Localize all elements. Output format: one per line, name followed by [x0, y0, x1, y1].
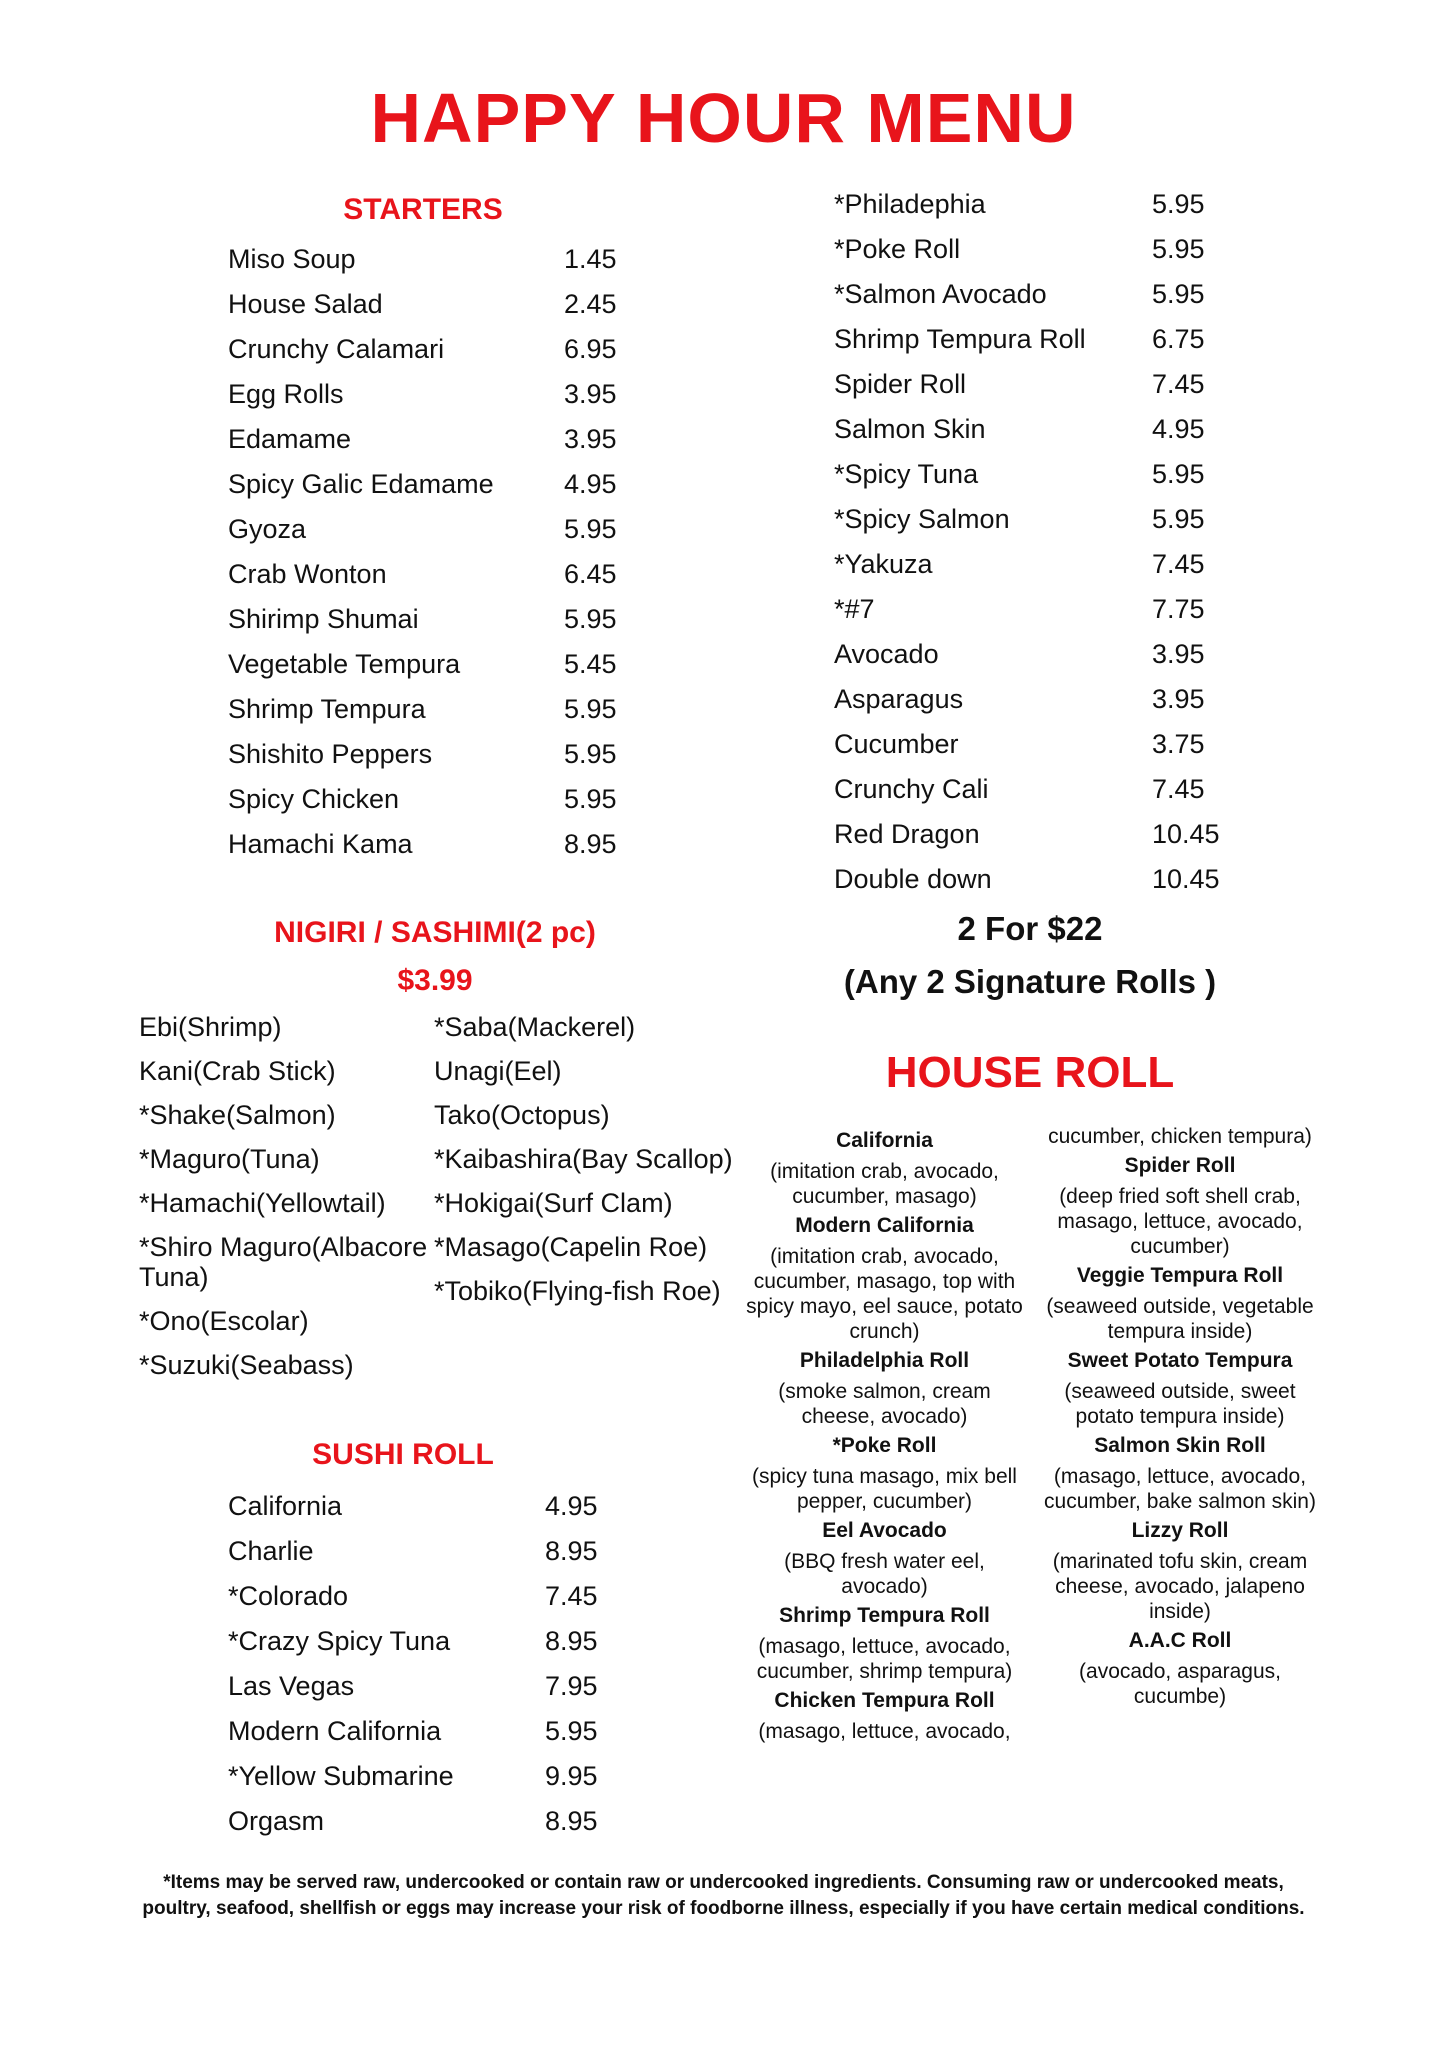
menu-item-name: *Crazy Spicy Tuna [228, 1626, 451, 1656]
menu-item-price: 7.95 [545, 1671, 598, 1701]
menu-item-price: 8.95 [545, 1626, 598, 1656]
menu-item [228, 1709, 598, 1754]
menu-item-price: 5.95 [564, 604, 617, 634]
menu-item-price: 7.75 [1152, 594, 1205, 624]
menu-item-name: California [228, 1491, 343, 1521]
menu-item-name: Crunchy Cali [834, 774, 989, 804]
nigiri-item: *Hamachi(Yellowtail) [139, 1188, 386, 1218]
menu-item-price: 6.95 [564, 334, 617, 364]
house-roll-column-right [1035, 1124, 1325, 1709]
menu-item-price: 3.95 [1152, 684, 1205, 714]
menu-item-price: 7.45 [545, 1581, 598, 1611]
house-roll-name: Philadelphia Roll [799, 1349, 970, 1372]
menu-item-price: 10.45 [1152, 864, 1220, 894]
menu-item-price: 9.95 [545, 1761, 598, 1791]
menu-item [228, 282, 617, 327]
menu-item-price: 7.45 [1152, 774, 1205, 804]
house-roll-name: Lizzy Roll [1131, 1519, 1229, 1542]
menu-item [834, 272, 1220, 317]
menu-item [228, 822, 617, 867]
house-roll-name: Sweet Potato Tempura [1067, 1349, 1293, 1372]
menu-item-name: Egg Rolls [228, 379, 344, 409]
menu-item [834, 857, 1220, 902]
house-roll-name: Salmon Skin Roll [1094, 1434, 1266, 1457]
menu-item-price: 4.95 [1152, 414, 1205, 444]
menu-item-price: 4.95 [564, 469, 617, 499]
nigiri-item: Unagi(Eel) [434, 1056, 562, 1086]
menu-item [228, 552, 617, 597]
house-roll-description: (imitation crab, avocado, cucumber, masago) [770, 1160, 999, 1208]
nigiri-item: *Shiro Maguro(Albacore Tuna) [139, 1232, 428, 1292]
nigiri-item: *Masago(Capelin Roe) [434, 1232, 708, 1262]
menu-item [834, 227, 1220, 272]
menu-item-price: 6.45 [564, 559, 617, 589]
menu-item [834, 542, 1220, 587]
house-roll-description: (avocado, asparagus, cucumbe) [1079, 1660, 1281, 1708]
menu-item-price: 5.95 [545, 1716, 598, 1746]
menu-item-name: *Poke Roll [834, 234, 961, 264]
menu-item-name: Orgasm [228, 1806, 325, 1836]
disclaimer-line-2: poultry, seafood, shellfish or eggs may increase your risk of foodborne illness, especially if you have certain medical conditions. [142, 1898, 1305, 1919]
menu-item-price: 4.95 [545, 1491, 598, 1521]
menu-item-price: 5.95 [1152, 279, 1205, 309]
house-roll-description: (masago, lettuce, avocado, cucumber, shrimp tempura) [756, 1635, 1013, 1683]
menu-item-name: Shirimp Shumai [228, 604, 419, 634]
nigiri-item: *Kaibashira(Bay Scallop) [434, 1144, 733, 1174]
nigiri-item: *Shake(Salmon) [139, 1100, 336, 1130]
menu-item-name: Shishito Peppers [228, 739, 433, 769]
menu-item [228, 327, 617, 372]
nigiri-price: $3.99 [397, 964, 473, 997]
menu-item-name: Crunchy Calamari [228, 334, 445, 364]
menu-item [834, 632, 1220, 677]
menu-item-name: Avocado [834, 639, 939, 669]
nigiri-item: *Saba(Mackerel) [434, 1012, 636, 1042]
sushi-roll-list [228, 1484, 598, 1844]
sushi-roll-heading: SUSHI ROLL [312, 1438, 494, 1471]
menu-item-name: Shrimp Tempura [228, 694, 426, 724]
menu-item-price: 10.45 [1152, 819, 1220, 849]
house-roll-description: (imitation crab, avocado, cucumber, masago, top with spicy mayo, eel sauce, potato crunch) [746, 1245, 1023, 1343]
menu-item-price: 7.45 [1152, 549, 1205, 579]
menu-item-name: House Salad [228, 289, 383, 319]
disclaimer-line-1: *Items may be served raw, undercooked or contain raw or undercooked ingredients. Consuming raw or undercooked meats, [163, 1872, 1284, 1893]
menu-item [834, 722, 1220, 767]
house-roll-description: (marinated tofu skin, cream cheese, avocado, jalapeno inside) [1052, 1550, 1308, 1623]
nigiri-item: Kani(Crab Stick) [139, 1056, 336, 1086]
menu-item [228, 1664, 598, 1709]
menu-item [228, 1754, 598, 1799]
menu-item [228, 507, 617, 552]
menu-item-price: 3.95 [564, 379, 617, 409]
nigiri-item: Tako(Octopus) [434, 1100, 610, 1130]
menu-item-price: 3.95 [564, 424, 617, 454]
menu-item-price: 5.95 [1152, 459, 1205, 489]
menu-item-name: Asparagus [834, 684, 964, 714]
menu-item [228, 597, 617, 642]
menu-item [834, 182, 1220, 227]
house-roll-description: (spicy tuna masago, mix bell pepper, cucumber) [752, 1465, 1017, 1513]
promo-line-1: 2 For $22 [957, 910, 1103, 947]
menu-item [834, 587, 1220, 632]
menu-item [228, 1619, 598, 1664]
page-title: HAPPY HOUR MENU [370, 79, 1077, 157]
menu-item-price: 8.95 [545, 1806, 598, 1836]
menu-item-name: *Salmon Avocado [834, 279, 1047, 309]
menu-item [228, 1799, 598, 1844]
nigiri-item: *Hokigai(Surf Clam) [434, 1188, 673, 1218]
menu-item-price: 5.95 [564, 514, 617, 544]
menu-item-name: *Colorado [228, 1581, 349, 1611]
house-roll-column-left [742, 1124, 1027, 1744]
menu-item [228, 462, 617, 507]
nigiri-list-left [139, 1012, 429, 1394]
menu-item-name: Cucumber [834, 729, 959, 759]
menu-item [834, 317, 1220, 362]
menu-item [834, 497, 1220, 542]
menu-item-price: 2.45 [564, 289, 617, 319]
menu-item-name: *Philadephia [834, 189, 986, 219]
menu-item-name: *#7 [834, 594, 875, 624]
menu-item [228, 777, 617, 822]
house-roll-heading: HOUSE ROLL [885, 1048, 1175, 1097]
house-roll-name: Modern California [795, 1214, 974, 1237]
menu-item [834, 407, 1220, 452]
menu-item-name: *Yakuza [834, 549, 933, 579]
menu-item-name: *Spicy Salmon [834, 504, 1010, 534]
house-roll-description: (BBQ fresh water eel, avocado) [784, 1550, 985, 1598]
nigiri-heading: NIGIRI / SASHIMI(2 pc) [274, 916, 596, 949]
menu-item-price: 3.75 [1152, 729, 1205, 759]
house-roll-name: *Poke Roll [832, 1434, 937, 1457]
menu-item [228, 732, 617, 777]
menu-item [834, 812, 1220, 857]
menu-item [228, 1484, 598, 1529]
house-roll-name: California [836, 1129, 933, 1152]
menu-item [834, 452, 1220, 497]
menu-item [834, 677, 1220, 722]
menu-item-price: 7.45 [1152, 369, 1205, 399]
nigiri-item: *Maguro(Tuna) [139, 1144, 320, 1174]
menu-item-name: *Yellow Submarine [228, 1761, 454, 1791]
menu-item-price: 5.95 [1152, 504, 1205, 534]
nigiri-list-right [434, 1012, 734, 1320]
menu-item [228, 642, 617, 687]
house-roll-name: Eel Avocado [822, 1519, 947, 1542]
menu-item-price: 3.95 [1152, 639, 1205, 669]
menu-item [228, 1574, 598, 1619]
house-roll-name: Spider Roll [1124, 1154, 1236, 1177]
menu-item-name: Crab Wonton [228, 559, 387, 589]
starters-heading: STARTERS [343, 193, 503, 226]
menu-item-name: Las Vegas [228, 1671, 355, 1701]
menu-item-price: 5.95 [564, 784, 617, 814]
house-roll-description: (masago, lettuce, avocado, cucumber, bake salmon skin) [1044, 1465, 1316, 1513]
menu-item-name: Spicy Galic Edamame [228, 469, 494, 499]
house-roll-name: A.A.C Roll [1128, 1629, 1232, 1652]
menu-item-price: 5.95 [564, 694, 617, 724]
house-roll-description: (seaweed outside, vegetable tempura inside) [1046, 1295, 1314, 1343]
house-roll-description: (seaweed outside, sweet potato tempura inside) [1064, 1380, 1296, 1428]
menu-item-price: 8.95 [564, 829, 617, 859]
menu-item-name: Double down [834, 864, 992, 894]
starters-list [228, 237, 617, 867]
menu-item-price: 6.75 [1152, 324, 1205, 354]
menu-item [228, 417, 617, 462]
promo-line-2: (Any 2 Signature Rolls ) [843, 963, 1217, 1000]
house-roll-continuation: cucumber, chicken tempura) [1048, 1125, 1312, 1148]
menu-item [228, 372, 617, 417]
menu-item [228, 1529, 598, 1574]
menu-item-name: Gyoza [228, 514, 307, 544]
house-roll-description: (smoke salmon, cream cheese, avocado) [778, 1380, 991, 1428]
house-roll-description: (masago, lettuce, avocado, [758, 1720, 1011, 1743]
house-roll-name: Shrimp Tempura Roll [779, 1604, 990, 1627]
signature-roll-list [834, 182, 1220, 902]
menu-item [834, 362, 1220, 407]
menu-item-name: Modern California [228, 1716, 442, 1746]
menu-item [834, 767, 1220, 812]
menu-item [228, 687, 617, 732]
menu-item-name: Salmon Skin [834, 414, 986, 444]
menu-item-name: Vegetable Tempura [228, 649, 461, 679]
menu-item-price: 1.45 [564, 244, 617, 274]
nigiri-item: *Suzuki(Seabass) [139, 1350, 354, 1380]
menu-item-name: Edamame [228, 424, 352, 454]
nigiri-item: Ebi(Shrimp) [139, 1012, 282, 1042]
menu-item-name: Shrimp Tempura Roll [834, 324, 1086, 354]
menu-item-price: 5.95 [564, 739, 617, 769]
menu-item-name: Hamachi Kama [228, 829, 413, 859]
menu-item-price: 5.45 [564, 649, 617, 679]
menu-item-name: Spider Roll [834, 369, 967, 399]
menu-item-name: Red Dragon [834, 819, 980, 849]
menu-item-name: Spicy Chicken [228, 784, 400, 814]
menu-item-price: 5.95 [1152, 234, 1205, 264]
nigiri-item: *Ono(Escolar) [139, 1306, 309, 1336]
house-roll-description: (deep fried soft shell crab, masago, lettuce, avocado, cucumber) [1057, 1185, 1303, 1258]
house-roll-name: Chicken Tempura Roll [774, 1689, 995, 1712]
menu-item [228, 237, 617, 282]
nigiri-item: *Tobiko(Flying-fish Roe) [434, 1276, 721, 1306]
menu-item-price: 5.95 [1152, 189, 1205, 219]
menu-item-name: Miso Soup [228, 244, 356, 274]
house-roll-name: Veggie Tempura Roll [1076, 1264, 1284, 1287]
menu-item-name: *Spicy Tuna [834, 459, 979, 489]
disclaimer [100, 1870, 1347, 1922]
menu-item-price: 8.95 [545, 1536, 598, 1566]
menu-item-name: Charlie [228, 1536, 314, 1566]
